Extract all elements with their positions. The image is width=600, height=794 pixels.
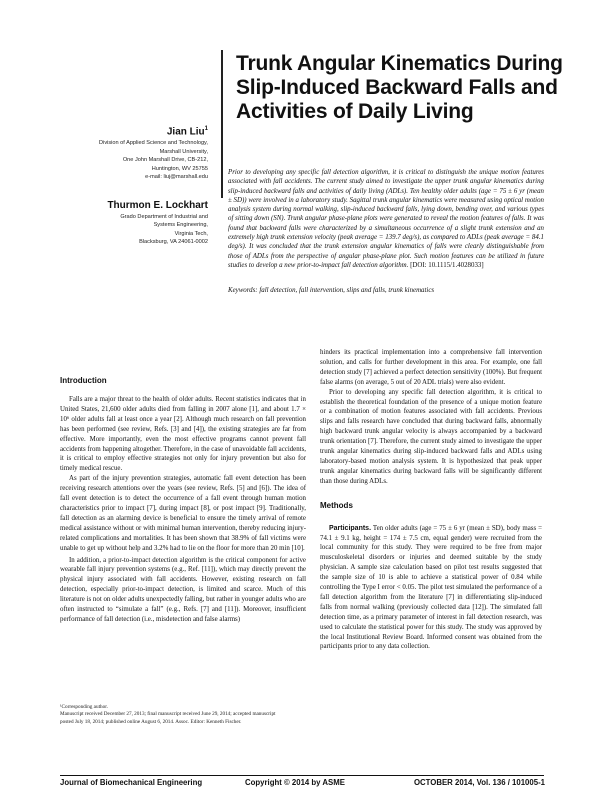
intro-paragraph-2: As part of the injury prevention strategies, automatic fall event detection has been receiving research attentions over the years (see review, Refs. [5] and [6]). The idea of fall event detection is to detect the occurrence of a fall event through human motion characteristics prior to impact [7], during impact [8], or post impact [9]. Traditionally, fall detection as an alarming device is beneficial to ensure the timely arrival of remote medical assistance without or with minimal human intervention, thereby reducing injury-related complications and mortalities. It has been shown that 38.9% of fall victims were unable to get up without help and 3.2% had to lie on the floor for more than 20 min [10]. bbox=[60, 475, 306, 552]
doi-link[interactable]: [DOI: 10.1115/1.4028033] bbox=[410, 261, 484, 269]
author-1-name: Jian Liu$^1$ bbox=[166, 126, 208, 138]
abstract: Prior to developing any specific fall detection algorithm, it is critical to distinguish the unique motion features associated with fall accidents. The current study aimed to investigate the upper trunk angular kinematics during slip-induced backward falls and activities of daily living (ADLs). Ten healthy older adults (age = 75 ± 6 yr (mean ± SD)) were involved in a laboratory study. Sagittal trunk angular kinematics were measured using optical motion analysis system during normal walking, slip-induced backward falls, lying down, bending over, and various types of sitting down (SN). Trunk angular phase-plane plots were generated to reveal the motion features of falls. It was found that backward falls were characterized by a simultaneous occurrence of a slight trunk extension and an extremely high trunk extension velocity (peak average = 139.7 deg/s), as compared to ADLs (peak average = 84.1 deg/s). It was concluded that the trunk extension angular kinematics of falls were clearly distinguishable from those of ADLs from the perspective of angular phase-plane plot. Such motion features can be utilized in future studies to develop a new prior-to-impact fall detection algorithm. [DOI: 10.1115/1.4028033] bbox=[228, 169, 544, 269]
footer-rule bbox=[60, 775, 544, 776]
author-2 bbox=[48, 200, 208, 247]
author-1-email[interactable]: e-mail: liuj@marshall.edu bbox=[145, 173, 208, 180]
footnote: ¹Corresponding author. Manuscript received December 27, 2013; final manuscript received June 29, 2014; accepted manuscript posted July 18, 2014; published online August 6, 2014. Assoc. Editor: Kenneth Fischer. bbox=[60, 704, 276, 725]
methods-heading: Methods bbox=[320, 500, 353, 510]
right-paragraph-2: Prior to developing any specific fall detection algorithm, it is critical to establish the theoretical foundation of the presence of a unique motion feature or a combination of motion features associated with fall accidents. Previous slips and falls research have concluded that during backward falls, abnormally high backward trunk angular velocity is always accompanied by a backward trunk orientation [7]. Therefore, the current study aimed to investigate the upper trunk angular kinematics during slip-induced backward falls and ADLs using laboratory-based motion analysis system. It is hypothesized that peak upper trunk angular kinematics during backward falls will be significantly different than those during ADLs. bbox=[320, 388, 542, 485]
author-2-name: Thurmon E. Lockhart bbox=[107, 200, 208, 211]
keywords: Keywords: fall detection, fall intervention, slips and falls, trunk kinematics bbox=[228, 287, 435, 294]
paper-title: Trunk Angular Kinematics During Slip-Induced Backward Falls and Activities of Daily Living bbox=[236, 52, 563, 123]
footer-journal: Journal of Biomechanical Engineering bbox=[60, 778, 203, 787]
author-1-affiliation: Division of Applied Science and Technology, Marshall University, One John Marshall Drive, CB-212, Huntington, WV 25755 e-mail: liuj@marshall.edu bbox=[48, 139, 208, 181]
title-rule bbox=[221, 50, 223, 198]
intro-paragraph-1: Falls are a major threat to the health of older adults. Recent statistics indicates that in United States, 21,600 older adults died from falling in 2007 alone [1], and about 1.7 × 10⁶ older adults fall at least once a year [2]. Although much research on fall prevention has been performed (see review, Refs. [3] and [4]), the existing strategies are far from effective. More importantly, even the most effective programs cannot prevent fall accidents from happening altogether. Therefore, in the case of unavoidable fall accidents, it is critical to employ effective strategies not only for injury prevention but also for timely medical rescue. bbox=[60, 396, 306, 473]
intro-heading: Introduction bbox=[60, 376, 107, 385]
footer-issue: OCTOBER 2014, Vol. 136 / 101005-1 bbox=[413, 778, 545, 787]
right-paragraph-1: hinders its practical implementation into a comprehensive fall intervention solution, and calls for further development in this area. For example, one fall detection study [7] achieved a perfect detection sensitivity (100%). But frequent false alarms (on average, 5 out of 20 ADL trials) were also evident. bbox=[320, 349, 542, 386]
intro-paragraph-3: In addition, a prior-to-impact detection algorithm is the critical component for active wearable fall injury prevention systems (e.g., Ref. [11]), which may directly prevent the physical injury associated with fall accidents. However, existing research on fall detection, especially prior-to-impact detection, is limited and scarce. Much of this literature is not on older adults unexpectedly falling, but rather in younger adults who are often instructed to “simulate a fall” (e.g., Refs. [7] and [11]). Moreover, insufficient performance of fall detection (i.e., misdetection and false alarms) bbox=[60, 556, 306, 623]
participants-paragraph: Participants. Ten older adults (age = 75 ± 6 yr (mean ± SD), body mass = 74.1 ± 9.1 kg, height = 174 ± 7.5 cm, equal gender) were recruited from the local community for this study. They were required to be free from major musculoskeletal disorders or injuries and deemed suitable by the study physician. A sample size calculation based on pilot test results suggested that the sample size of 10 is able to achieve a statistical power of 0.84 while controlling the Type I error < 0.05. The pilot test simulated the performance of a fall detection algorithm from the literature [7] in differentiating slip-induced falls from normal walking (previously collected data [12]). The simulated fall detection time, as a primary parameter of interest in fall detection research, was used to calculate the statistical power for this study. The study was approved by the local Institutional Review Board. Informed consent was obtained from the participants prior to any data collection. bbox=[320, 524, 542, 651]
intro-column bbox=[60, 395, 306, 625]
author-1 bbox=[48, 126, 208, 181]
footer-copyright: Copyright © 2014 by ASME bbox=[245, 778, 345, 787]
right-column bbox=[320, 348, 542, 652]
author-2-affiliation: Grado Department of Industrial and Systems Engineering, Virginia Tech, Blacksburg, VA 24061-0002 bbox=[120, 214, 208, 246]
